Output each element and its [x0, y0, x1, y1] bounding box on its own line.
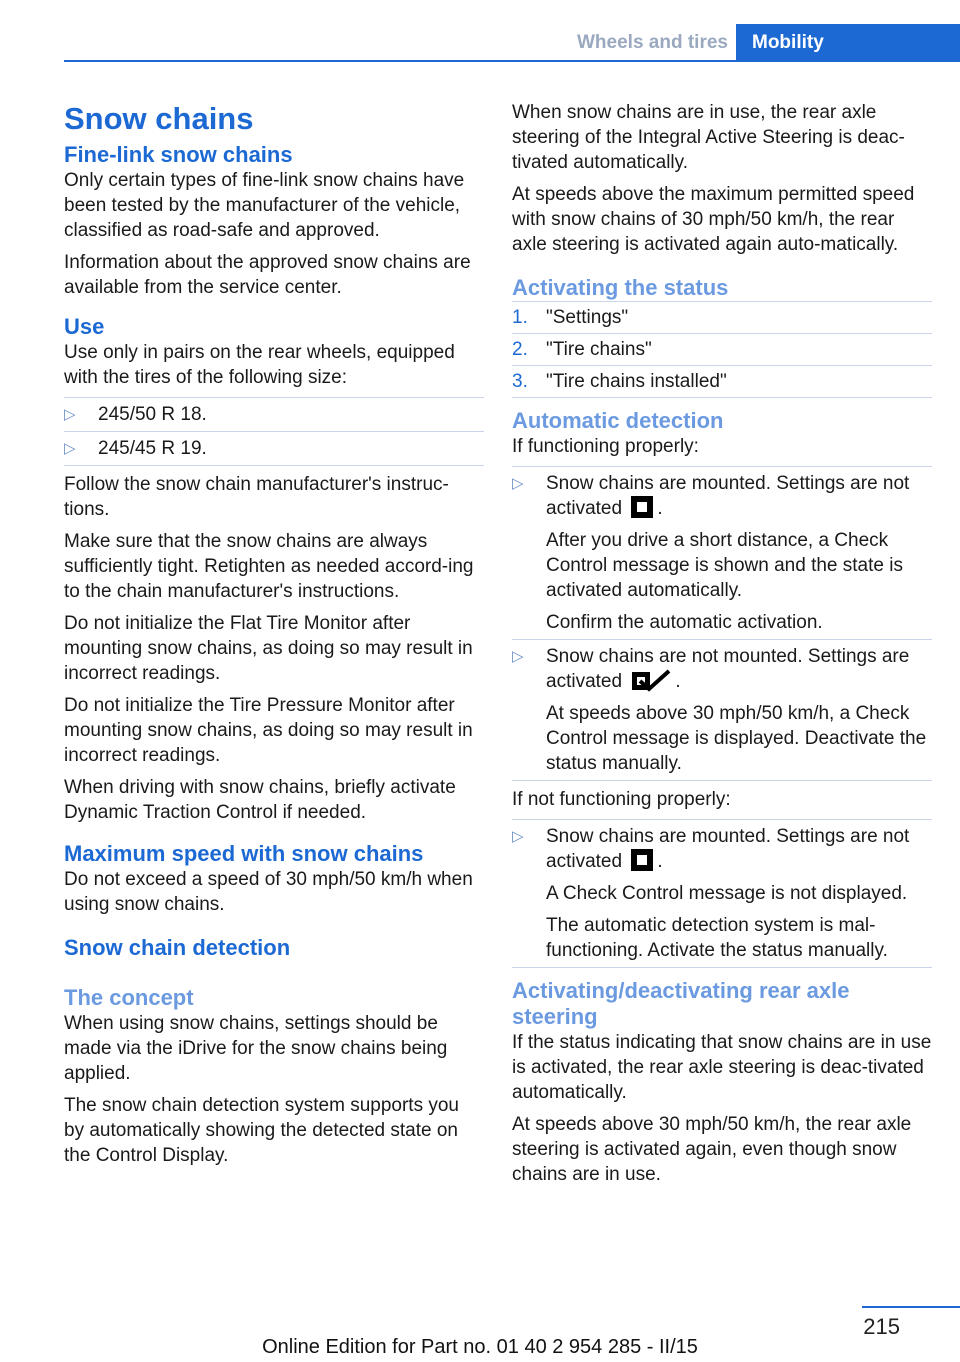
- chapter-tab[interactable]: Mobility: [736, 24, 960, 62]
- checkbox-checked-icon: [631, 669, 671, 693]
- list-item: 3. "Tire chains installed": [512, 366, 932, 398]
- paragraph: Use only in pairs on the rear wheels, equipped with the tires of the following size:: [64, 342, 455, 388]
- heading-use: Use: [64, 314, 105, 339]
- paragraph: When snow chains are in use, the rear axle steering of the Integral Active Steering is deac-tivated automatically.: [512, 102, 905, 173]
- paragraph: When driving with snow chains, briefly activate Dynamic Traction Control if needed.: [64, 777, 456, 823]
- checkbox-unchecked-icon: [631, 849, 653, 871]
- steps-list: [512, 301, 932, 398]
- page-title: Snow chains: [64, 101, 254, 136]
- list-item: 1. "Settings": [512, 301, 932, 334]
- paragraph: At speeds above 30 mph/50 km/h, the rear axle steering is activated again, even though snow chains are in use.: [512, 1114, 912, 1185]
- paragraph: Make sure that the snow chains are always sufficiently tight. Retighten as needed accord-ing to the chain manufacturer's instructions.: [64, 531, 474, 602]
- paragraph: Do not initialize the Tire Pressure Monitor after mounting snow chains, as doing so may result in incorrect readings.: [64, 695, 473, 766]
- tire-size-list: [64, 397, 484, 466]
- triangle-bullet-icon: ▷: [64, 406, 76, 423]
- heading-rear-axle: Activating/deactivating rear axle steering: [512, 978, 850, 1029]
- paragraph: If functioning properly:: [512, 436, 699, 457]
- paragraph: Do not initialize the Flat Tire Monitor after mounting snow chains, as doing so may result in incorrect readings.: [64, 613, 473, 684]
- page-number: 215: [863, 1314, 900, 1339]
- list-item: ▷ 245/50 R 18.: [64, 397, 484, 432]
- checkbox-unchecked-icon: [631, 496, 653, 518]
- paragraph: The snow chain detection system supports you by automatically showing the detected state on the Control Display.: [64, 1095, 459, 1166]
- edition-text: Online Edition for Part no. 01 40 2 954 285 - II/15: [262, 1336, 698, 1358]
- heading-concept: The concept: [64, 985, 194, 1010]
- right-column: [512, 100, 932, 1194]
- heading-detection: Snow chain detection: [64, 935, 291, 960]
- list-item: ▷ Snow chains are mounted. Settings are not activated . After you drive a short distance, a Check Control message is shown and the state is activated automatically. Confirm the automatic activation.: [512, 466, 932, 640]
- section-tab[interactable]: Wheels and tires: [577, 32, 728, 53]
- list-item: ▷ Snow chains are not mounted. Settings are activated . At speeds above 30 mph/50 km/h, a Check Control message is displayed. Deactivate the status manually.: [512, 640, 932, 781]
- paragraph: If the status indicating that snow chains are in use is activated, the rear axle steering is deac-tivated automatically.: [512, 1032, 932, 1103]
- heading-max-speed: Maximum speed with snow chains: [64, 841, 424, 866]
- list-item: ▷ Snow chains are mounted. Settings are not activated . A Check Control message is not displayed. The automatic detection system is mal-functioning. Activate the status manually.: [512, 819, 932, 968]
- triangle-bullet-icon: ▷: [64, 440, 76, 457]
- triangle-bullet-icon: ▷: [512, 828, 524, 845]
- paragraph: Information about the approved snow chains are available from the service center.: [64, 252, 471, 298]
- functioning-list: [512, 466, 932, 781]
- paragraph: When using snow chains, settings should be made via the iDrive for the snow chains being applied.: [64, 1013, 448, 1084]
- not-functioning-list: [512, 819, 932, 968]
- heading-activating-status: Activating the status: [512, 275, 729, 300]
- paragraph: Follow the snow chain manufacturer's instruc-tions.: [64, 474, 449, 520]
- heading-automatic-detection: Automatic detection: [512, 408, 724, 433]
- paragraph: Do not exceed a speed of 30 mph/50 km/h when using snow chains.: [64, 869, 473, 915]
- list-item: 2. "Tire chains": [512, 334, 932, 366]
- paragraph: If not functioning properly:: [512, 789, 731, 810]
- paragraph: At speeds above the maximum permitted speed with snow chains of 30 mph/50 km/h, the rear axle steering is activated again auto-matically.: [512, 184, 915, 255]
- heading-fine-link: Fine-link snow chains: [64, 142, 293, 167]
- list-item: ▷ 245/45 R 19.: [64, 432, 484, 466]
- paragraph: Only certain types of fine-link snow chains have been tested by the manufacturer of the vehicle, classified as road-safe and approved.: [64, 170, 465, 241]
- triangle-bullet-icon: ▷: [512, 648, 524, 665]
- footer-rule: [862, 1306, 960, 1308]
- left-column: [64, 100, 484, 1175]
- triangle-bullet-icon: ▷: [512, 475, 524, 492]
